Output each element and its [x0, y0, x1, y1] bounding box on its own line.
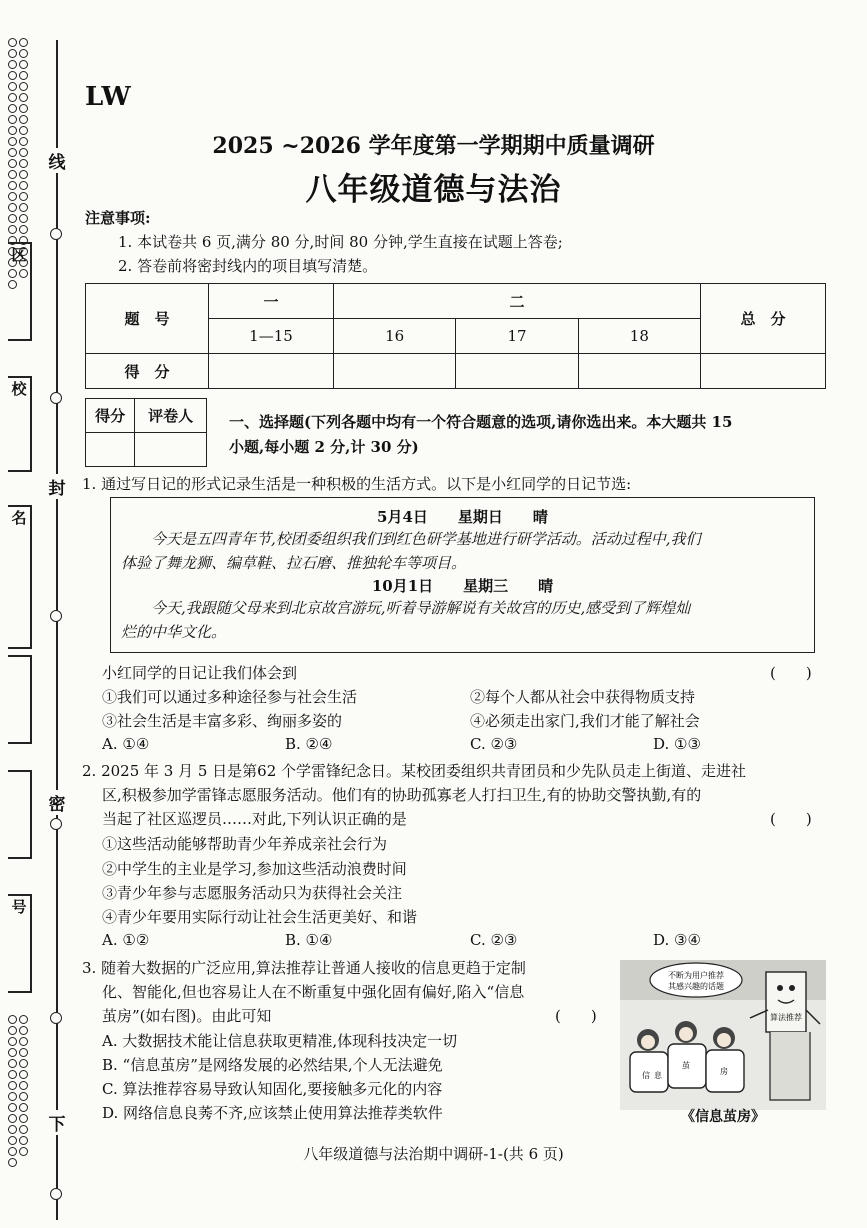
q2-stem-line: 当起了社区巡逻员……对此,下列认识正确的是 — [102, 810, 407, 828]
field-seat[interactable] — [8, 655, 32, 744]
part-one-header: 一 — [209, 284, 334, 319]
diary-text: 烂的中华文化。 — [121, 623, 227, 641]
q3-option-b[interactable]: B. “信息茧房”是网络发展的必然结果,个人无法避免 — [102, 1056, 443, 1074]
device-label: 算法推荐 — [770, 1013, 802, 1022]
grader-score-label: 得分 — [86, 399, 135, 433]
q1-option-d[interactable]: D. ①③ — [653, 735, 701, 753]
q1-option-a[interactable]: A. ①④ — [102, 735, 150, 753]
q3-stem-line: 茧房”(如右图)。由此可知 — [102, 1007, 272, 1025]
grader-box — [85, 398, 207, 467]
q1-answer-bracket[interactable]: ( ) — [770, 664, 812, 682]
col-16: 16 — [334, 319, 456, 354]
q2-statement-1: ①这些活动能够帮助青少年养成亲社会行为 — [102, 835, 388, 853]
q1-statement-4: ④必须走出家门,我们才能了解社会 — [470, 712, 700, 730]
field-name[interactable] — [8, 505, 32, 649]
seal-hole — [50, 228, 62, 240]
binding-dots-bottom — [8, 1015, 36, 1105]
seal-hole — [50, 392, 62, 404]
q3-answer-bracket[interactable]: ( ) — [555, 1007, 597, 1025]
q3-option-c[interactable]: C. 算法推荐容易导致认知固化,要接触多元化的内容 — [102, 1080, 443, 1098]
cartoon-illustration — [620, 960, 826, 1110]
cocoon-label: 息 — [654, 1071, 662, 1080]
seal-hole — [50, 1188, 62, 1200]
score-cell[interactable] — [701, 354, 826, 389]
field-school[interactable] — [8, 376, 32, 472]
diary-text: 体验了舞龙狮、编草鞋、拉石磨、推独轮车等项目。 — [121, 554, 467, 572]
q3-option-d[interactable]: D. 网络信息良莠不齐,应该禁止使用算法推荐类软件 — [102, 1104, 443, 1122]
q3-stem-line: 化、智能化,但也容易让人在不断重复中强化固有偏好,陷入“信息 — [102, 983, 525, 1001]
cocoon-label: 信 — [642, 1071, 650, 1080]
notice-item: 1. 本试卷共 6 页,满分 80 分,时间 80 分钟,学生直接在试题上答卷; — [118, 233, 563, 251]
q1-option-b[interactable]: B. ②④ — [285, 735, 333, 753]
notice-item: 2. 答卷前将密封线内的项目填写清楚。 — [118, 257, 378, 275]
q2-option-b[interactable]: B. ①④ — [285, 931, 333, 949]
q1-option-c[interactable]: C. ②③ — [470, 735, 518, 753]
diary-date-1: 5月4日 星期日 晴 — [377, 508, 548, 526]
seal-word-mi: 密 — [46, 790, 68, 815]
information-cocoon-cartoon — [620, 960, 826, 1125]
q2-statement-4: ④青少年要用实际行动让社会生活更美好、和谐 — [102, 908, 418, 926]
q1-question: 小红同学的日记让我们体会到 — [102, 664, 298, 682]
field-class[interactable] — [8, 770, 32, 859]
seal-word-xia: 下 — [46, 1110, 68, 1135]
q2-answer-bracket[interactable]: ( ) — [770, 810, 812, 828]
cartoon-caption: 《信息茧房》 — [681, 1109, 765, 1125]
section-heading-cont: 小题,每小题 2 分,计 30 分) — [229, 438, 419, 456]
col-17: 17 — [456, 319, 578, 354]
q1-statement-3: ③社会生活是丰富多彩、绚丽多姿的 — [102, 712, 343, 730]
q2-option-d[interactable]: D. ③④ — [653, 931, 701, 949]
diary-date-2: 10月1日 星期三 晴 — [371, 577, 554, 595]
q3-option-a[interactable]: A. 大数据技术能让信息获取更精准,体现科技决定一切 — [102, 1032, 458, 1050]
col-18: 18 — [578, 319, 700, 354]
seal-hole — [50, 610, 62, 622]
field-label: 区 — [11, 246, 27, 264]
q3-stem-line: 3. 随着大数据的广泛应用,算法推荐让普通人接收的信息更趋于定制 — [82, 959, 526, 977]
field-label: 名 — [11, 509, 27, 527]
q2-stem-line: 2. 2025 年 3 月 5 日是第62 个学雷锋纪念日。某校团委组织共青团员和少先队员走上街道、走进社 — [82, 762, 747, 780]
subject-title: 八年级道德与法治 — [305, 172, 562, 208]
field-district[interactable] — [8, 242, 32, 341]
q2-statement-3: ③青少年参与志愿服务活动只为获得社会关注 — [102, 884, 403, 902]
seal-hole — [50, 1012, 62, 1024]
seal-hole — [50, 818, 62, 830]
cocoon-label: 茧 — [682, 1061, 690, 1070]
field-label: 校 — [11, 380, 27, 398]
score-cell[interactable] — [334, 354, 456, 389]
bubble-text: 其感兴趣的话题 — [668, 982, 724, 991]
q2-stem-line: 区,积极参加学雷锋志愿服务活动。他们有的协助孤寡老人打扫卫生,有的协助交警执勤,有的 — [102, 786, 702, 804]
score-cell[interactable] — [209, 354, 334, 389]
seal-line — [56, 40, 58, 1220]
q1-statement-1: ①我们可以通过多种途径参与社会生活 — [102, 688, 358, 706]
score-cell[interactable] — [578, 354, 700, 389]
paper-code: LW — [85, 82, 131, 112]
q2-statement-2: ②中学生的主业是学习,参加这些活动浪费时间 — [102, 860, 407, 878]
total-header: 总 分 — [701, 284, 826, 354]
bubble-text: 不断为用户推荐 — [668, 971, 724, 980]
q2-option-c[interactable]: C. ②③ — [470, 931, 518, 949]
q1-statement-2: ②每个人都从社会中获得物质支持 — [470, 688, 696, 706]
diary-box — [110, 497, 815, 653]
seal-word-feng: 封 — [46, 474, 68, 499]
field-label: 号 — [11, 898, 27, 916]
diary-text: 今天是五四青年节,校团委组织我们到红色研学基地进行研学活动。活动过程中,我们 — [151, 530, 701, 548]
exam-title: 2025 ~2026 学年度第一学期期中质量调研 — [212, 133, 655, 159]
q1-stem: 1. 通过写日记的形式记录生活是一种积极的生活方式。以下是小红同学的日记节选: — [82, 475, 632, 493]
score-cell[interactable] — [456, 354, 578, 389]
grader-reviewer-label: 评卷人 — [135, 399, 207, 433]
score-table — [85, 283, 826, 389]
field-exam-number[interactable] — [8, 894, 32, 993]
part-two-header: 二 — [334, 284, 701, 319]
cocoon-label: 房 — [720, 1067, 728, 1076]
row-label-question-number: 题 号 — [86, 284, 209, 354]
col-1-15: 1—15 — [209, 319, 334, 354]
row-label-score: 得 分 — [86, 354, 209, 389]
grader-score-cell[interactable] — [86, 433, 135, 467]
q2-option-a[interactable]: A. ①② — [102, 931, 150, 949]
notice-heading: 注意事项: — [85, 209, 151, 227]
diary-text: 今天,我跟随父母来到北京故宫游玩,听着导游解说有关故宫的历史,感受到了辉煌灿 — [151, 599, 691, 617]
grader-reviewer-cell[interactable] — [135, 433, 207, 467]
seal-word-xian: 线 — [46, 148, 68, 173]
section-heading: 一、选择题(下列各题中均有一个符合题意的选项,请你选出来。本大题共 15 — [229, 413, 733, 431]
page-footer: 八年级道德与法治期中调研-1-(共 6 页) — [303, 1145, 564, 1163]
